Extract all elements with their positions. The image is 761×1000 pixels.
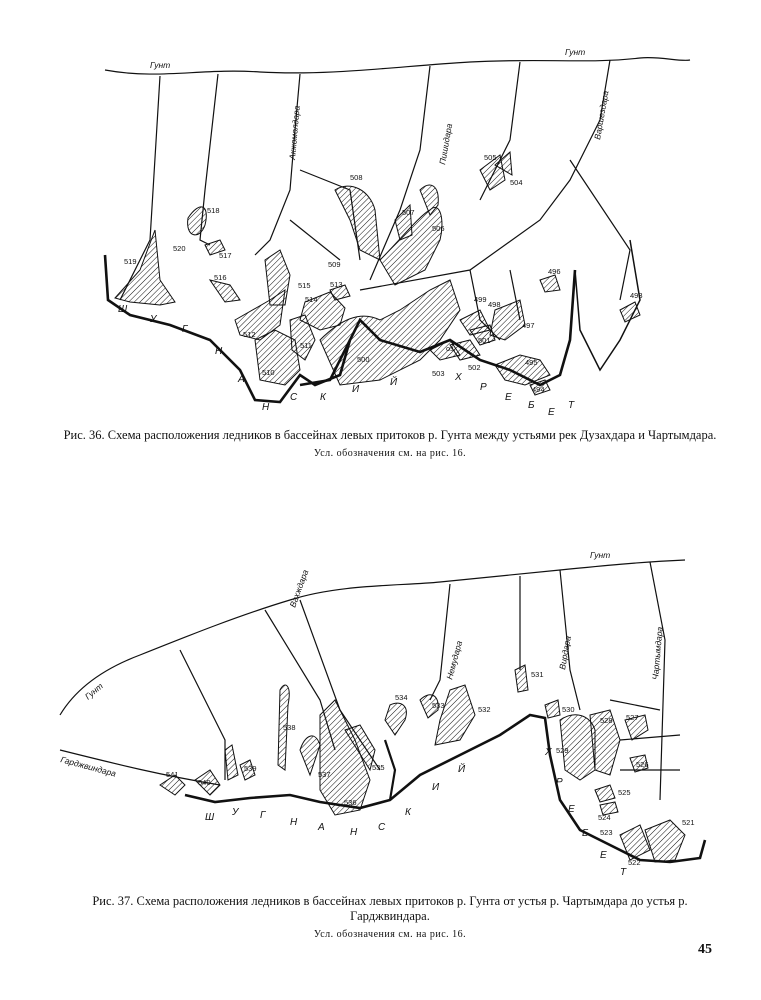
tributary-label: Вирдара: [557, 635, 573, 671]
glacier-number-label: 511: [300, 341, 312, 350]
glacier-number-label: оз.: [446, 344, 456, 353]
glacier-number-label: 512: [243, 330, 256, 339]
glacier-number-label: 518: [207, 206, 220, 215]
fig36-river-labels: [150, 47, 611, 165]
glacier-number-label: 521: [682, 818, 695, 827]
ridge-letter: Е: [568, 804, 575, 815]
ridge-letter: С: [290, 392, 298, 403]
ridge-letter: У: [150, 314, 157, 325]
tributary-label: Немудара: [444, 639, 465, 681]
ridge-letter: Й: [390, 377, 398, 388]
ridge-letter: Г: [260, 810, 266, 821]
ridge-letter: Р: [480, 382, 487, 393]
glacier-number-label: 524: [598, 813, 611, 822]
ridge-letter: Т: [568, 400, 575, 411]
glacier-number-label: 496: [548, 267, 561, 276]
fig37-ridge-letters: [205, 747, 627, 878]
glacier-number-label: 523: [600, 828, 613, 837]
glacier-number-label: 493: [630, 291, 643, 300]
ridge-letter: Х: [455, 372, 462, 383]
ridge-letter: А: [238, 374, 245, 385]
glacier-number-label: 530: [562, 705, 575, 714]
glacier-number-label: 522: [628, 858, 641, 867]
glacier-number-label: 513: [330, 280, 343, 289]
caption-text: Рис. 36. Схема расположения ледников в бассейнах левых притоков р. Гунта между устьями рек Дузахдара и Чартымдара.: [63, 428, 717, 442]
glacier-number-label: 534: [395, 693, 408, 702]
page-number: 45: [698, 942, 712, 957]
glacier-number-label: 497: [522, 321, 535, 330]
glacier-number-label: 498: [488, 300, 501, 309]
glacier-number-label: 510: [262, 368, 275, 377]
figure36-caption: [60, 428, 720, 461]
glacier-number-label: 494: [532, 385, 545, 394]
ridge-letter: Е: [548, 407, 555, 418]
ridge-letter: У: [232, 807, 239, 818]
ridge-letter: Х: [545, 747, 552, 758]
glacier-number-label: 517: [219, 251, 232, 260]
ridge-letter: Е: [600, 850, 607, 861]
ridge-letter: Н: [262, 402, 270, 413]
ridge-letter: Т: [620, 867, 627, 878]
glacier-number-label: 514: [305, 295, 318, 304]
glacier-number-label: 536: [344, 798, 357, 807]
tributary-label: Пишидара: [437, 122, 455, 166]
glacier-number-label: 539: [244, 764, 257, 773]
glacier-number-label: 540: [198, 778, 211, 787]
glacier-number-label: 531: [531, 670, 544, 679]
ridge-letter: Н: [215, 346, 223, 357]
glacier-number-label: 537: [318, 770, 331, 779]
glacier-number-label: 527: [626, 713, 639, 722]
ridge-letter: К: [320, 392, 326, 403]
ridge-letter: Н: [290, 817, 298, 828]
glacier-number-label: 533: [432, 701, 445, 710]
glacier-number-label: 503: [432, 369, 445, 378]
tributary-label: Гарджвиндара: [59, 754, 118, 779]
ridge-letter: Г: [182, 324, 188, 335]
glacier-number-label: 532: [478, 705, 491, 714]
glacier-number-label: 502: [468, 363, 481, 372]
ridge-letter: Б: [528, 400, 535, 411]
glacier-number-label: 499: [474, 295, 487, 304]
ridge-letter: Б: [582, 828, 589, 839]
glacier-number-label: 509: [328, 260, 341, 269]
glacier-number-label: 501: [478, 336, 491, 345]
glaciers: [115, 152, 640, 395]
glacier-number-label: 515: [298, 281, 311, 290]
caption-note: Усл. обозначения см. на рис. 16.: [313, 929, 467, 940]
glacier-number-label: 507: [402, 208, 415, 217]
ridge-letter: Р: [556, 777, 563, 788]
ridge-letter: Й: [458, 764, 466, 775]
glacier-number-label: 538: [283, 723, 296, 732]
glacier-number-label: 541: [166, 770, 179, 779]
glacier-number-label: 528: [600, 716, 613, 725]
ridge-letter: И: [352, 384, 360, 395]
tributary-label: Чартымдара: [650, 626, 665, 681]
glacier-number-label: 495: [525, 358, 538, 367]
caption-text: Рис. 37. Схема расположения ледников в бассейнах левых притоков р. Гунта от устья р. Чартымдара до устья р. Гарджвиндара.: [92, 894, 688, 923]
glacier-map-fig37: [0, 540, 761, 890]
figure37-caption: [60, 894, 720, 942]
glacier-number-label: 500: [357, 355, 370, 364]
ridge-letter: Ш: [118, 304, 128, 315]
ridge-letter: И: [432, 782, 440, 793]
tributary-label: Варшездара: [592, 89, 611, 141]
glacier-number-label: 520: [173, 244, 186, 253]
river-gunt-label-left: Гунт: [150, 60, 171, 70]
glacier-number-label: 505: [484, 153, 497, 162]
ridge-letter: А: [318, 822, 325, 833]
glacier-number-label: 516: [214, 273, 227, 282]
glacier-number-label: 508: [350, 173, 363, 182]
glacier-number-label: 504: [510, 178, 523, 187]
tributary-label: Акжомолдара: [287, 105, 302, 161]
ridge-letter: Н: [350, 827, 358, 838]
caption-note: Усл. обозначения см. на рис. 16.: [313, 448, 467, 459]
glacier-map-fig36: [0, 40, 761, 420]
river-gunt-label-top: Гунт: [590, 550, 611, 560]
ridge-letter: К: [405, 807, 411, 818]
glacier-number-label: 535: [372, 763, 385, 772]
river-gunt-label-right: Гунт: [565, 47, 586, 57]
ridge-letter: Ш: [205, 812, 215, 823]
river-gunt-label-left: Гунт: [82, 680, 105, 702]
tributary-label: Вахждара: [287, 568, 311, 609]
glacier-number-label: 506: [432, 224, 445, 233]
ridge-letter: Е: [505, 392, 512, 403]
ridge-letter: С: [378, 822, 386, 833]
glacier-number-label: 526: [636, 760, 649, 769]
glacier-number-label: 519: [124, 257, 137, 266]
glacier-number-label: 525: [618, 788, 631, 797]
glacier-number-label: 529: [556, 746, 569, 755]
